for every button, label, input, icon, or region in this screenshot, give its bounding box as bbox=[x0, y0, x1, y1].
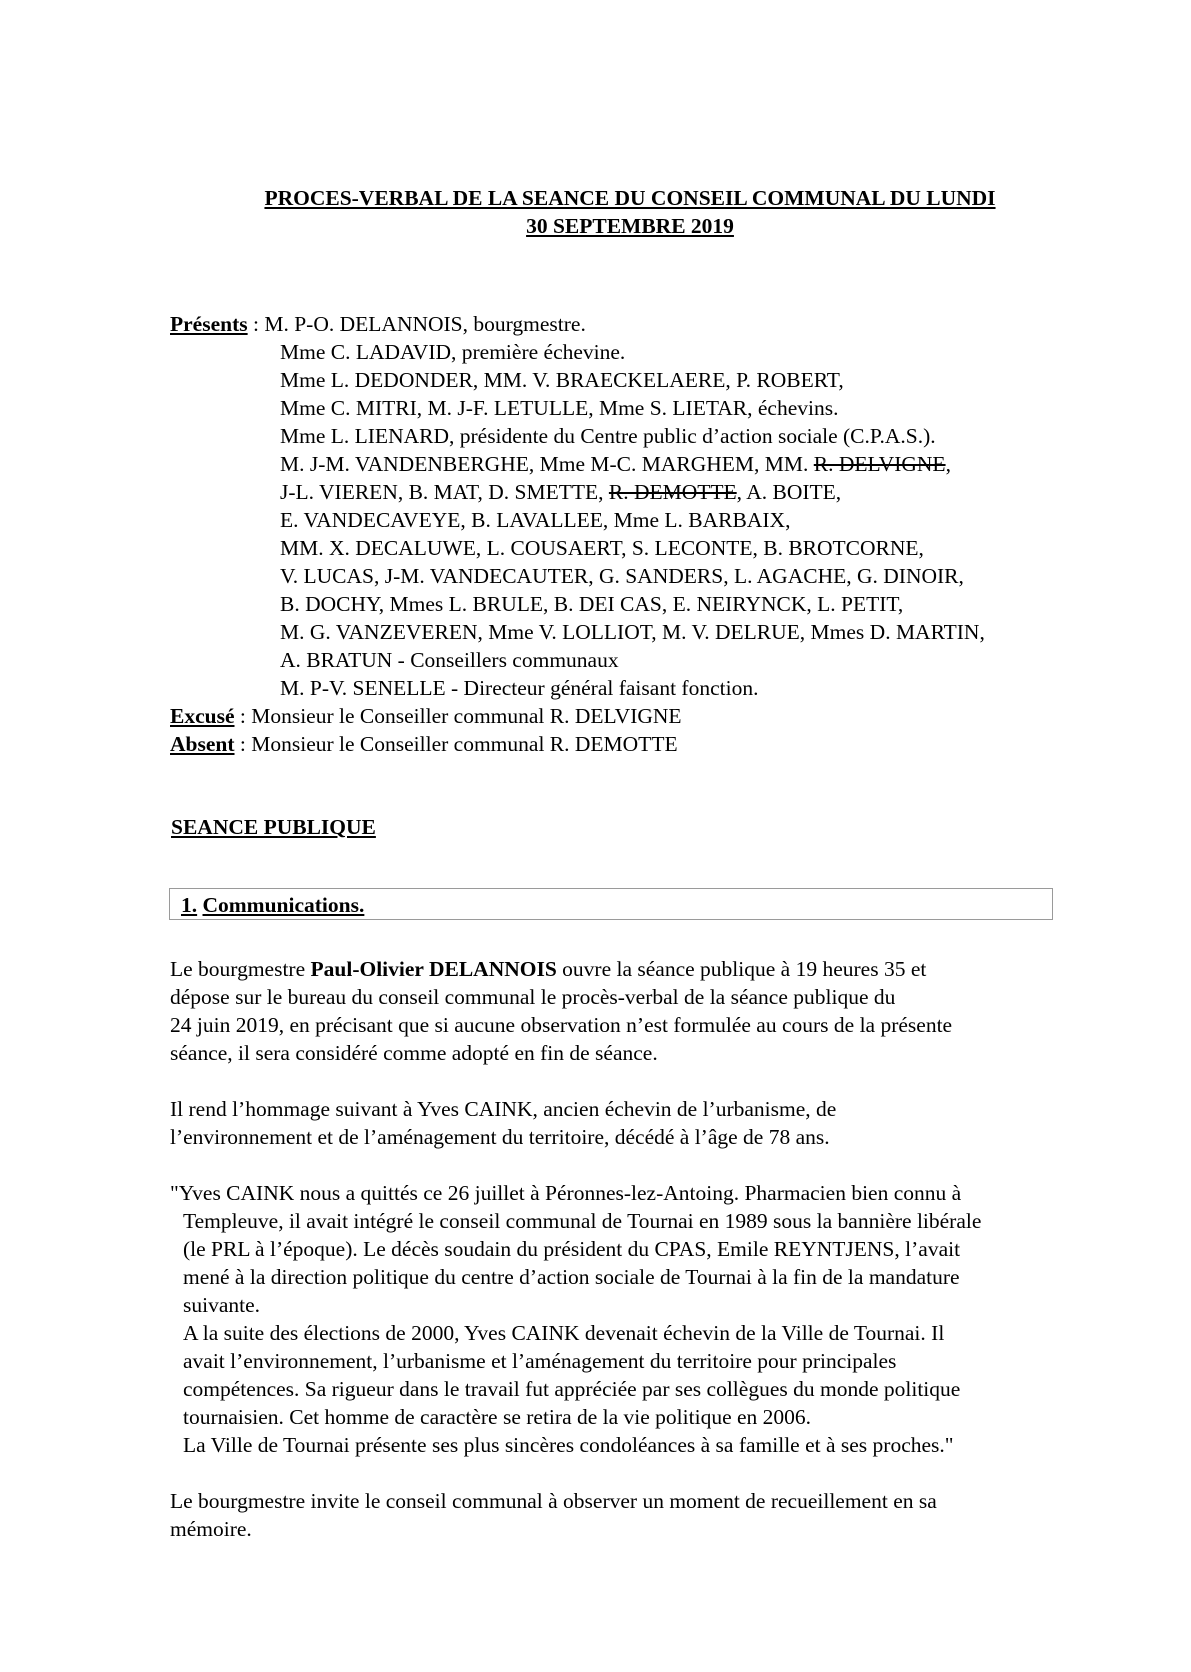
paragraph-line: Le bourgmestre invite le conseil communal à observer un moment de recueillement en sa bbox=[170, 1489, 937, 1513]
excuse-row bbox=[170, 704, 682, 729]
quote-line: Templeuve, il avait intégré le conseil communal de Tournai en 1989 sous la bannière libérale bbox=[183, 1209, 982, 1233]
item-number: 1. bbox=[181, 893, 198, 917]
presents-line: Mme C. LADAVID, première échevine. bbox=[280, 340, 626, 364]
presents-line: MM. X. DECALUWE, L. COUSAERT, S. LECONTE, B. BROTCORNE, bbox=[280, 536, 924, 560]
presents-line: M. P-V. SENELLE - Directeur général faisant fonction. bbox=[280, 676, 759, 700]
presents-line-part: , A. BOITE, bbox=[736, 480, 842, 504]
presents-line: M. P-O. DELANNOIS, bourgmestre. bbox=[264, 312, 586, 336]
presents-line: E. VANDECAVEYE, B. LAVALLEE, Mme L. BARBAIX, bbox=[280, 508, 791, 532]
presents-separator: : bbox=[247, 312, 265, 336]
paragraph-text: Le bourgmestre bbox=[170, 957, 311, 981]
struck-name: R. DEMOTTE bbox=[608, 480, 737, 504]
paragraph-line: dépose sur le bureau du conseil communal le procès-verbal de la séance publique du bbox=[170, 985, 896, 1009]
presents-line: B. DOCHY, Mmes L. BRULE, B. DEI CAS, E. NEIRYNCK, L. PETIT, bbox=[280, 592, 904, 616]
section-title: SEANCE PUBLIQUE bbox=[171, 815, 376, 839]
paragraph-line bbox=[170, 957, 926, 982]
absent-label: Absent bbox=[170, 732, 235, 756]
paragraph-line: l’environnement et de l’aménagement du territoire, décédé à l’âge de 78 ans. bbox=[170, 1125, 830, 1149]
presents-label: Présents bbox=[170, 312, 248, 336]
quote-line: tournaisien. Cet homme de caractère se retira de la vie politique en 2006. bbox=[183, 1405, 812, 1429]
excuse-label: Excusé bbox=[170, 704, 235, 728]
paragraph-line: mémoire. bbox=[170, 1517, 252, 1541]
paragraph-line: séance, il sera considéré comme adopté en fin de séance. bbox=[170, 1041, 658, 1065]
presents-row bbox=[170, 312, 586, 337]
quote-line: (le PRL à l’époque). Le décès soudain du président du CPAS, Emile REYNTJENS, l’avait bbox=[183, 1237, 961, 1261]
presents-line: Mme L. DEDONDER, MM. V. BRAECKELAERE, P. ROBERT, bbox=[280, 368, 844, 392]
presents-line-part: J-L. VIEREN, B. MAT, D. SMETTE, bbox=[280, 480, 609, 504]
presents-line: A. BRATUN - Conseillers communaux bbox=[280, 648, 619, 672]
paragraph-text: ouvre la séance publique à 19 heures 35 et bbox=[556, 957, 927, 981]
struck-name: R. DELVIGNE bbox=[813, 452, 946, 476]
item-heading bbox=[181, 893, 364, 918]
absent-row bbox=[170, 732, 678, 757]
presents-line bbox=[280, 452, 951, 477]
page-title-line2: 30 SEPTEMBRE 2019 bbox=[526, 214, 734, 238]
quote-line: compétences. Sa rigueur dans le travail fut appréciée par ses collègues du monde politique bbox=[183, 1377, 961, 1401]
presents-line: Mme L. LIENARD, présidente du Centre public d’action sociale (C.P.A.S.). bbox=[280, 424, 936, 448]
paragraph-line: Il rend l’hommage suivant à Yves CAINK, ancien échevin de l’urbanisme, de bbox=[170, 1097, 837, 1121]
presents-line: M. G. VANZEVEREN, Mme V. LOLLIOT, M. V. DELRUE, Mmes D. MARTIN, bbox=[280, 620, 985, 644]
mayor-name: Paul-Olivier DELANNOIS bbox=[310, 957, 557, 981]
quote-line: A la suite des élections de 2000, Yves CAINK devenait échevin de la Ville de Tournai. Il bbox=[183, 1321, 945, 1345]
presents-line-part: , bbox=[945, 452, 951, 476]
quote-line: "Yves CAINK nous a quittés ce 26 juillet à Péronnes-lez-Antoing. Pharmacien bien connu à bbox=[170, 1181, 962, 1205]
page-title-line1: PROCES-VERBAL DE LA SEANCE DU CONSEIL COMMUNAL DU LUNDI bbox=[264, 186, 996, 210]
quote-line: mené à la direction politique du centre d’action sociale de Tournai à la fin de la mandature bbox=[183, 1265, 960, 1289]
presents-line: Mme C. MITRI, M. J-F. LETULLE, Mme S. LIETAR, échevins. bbox=[280, 396, 839, 420]
item-title: Communications. bbox=[202, 893, 365, 917]
paragraph-line: 24 juin 2019, en précisant que si aucune observation n’est formulée au cours de la présente bbox=[170, 1013, 953, 1037]
quote-line: suivante. bbox=[183, 1293, 261, 1317]
excuse-text: : Monsieur le Conseiller communal R. DELVIGNE bbox=[234, 704, 682, 728]
absent-text: : Monsieur le Conseiller communal R. DEMOTTE bbox=[234, 732, 678, 756]
quote-line: avait l’environnement, l’urbanisme et l’aménagement du territoire pour principales bbox=[183, 1349, 897, 1373]
presents-line bbox=[280, 480, 841, 505]
presents-line: V. LUCAS, J-M. VANDECAUTER, G. SANDERS, L. AGACHE, G. DINOIR, bbox=[280, 564, 964, 588]
presents-line-part: M. J-M. VANDENBERGHE, Mme M-C. MARGHEM, MM. bbox=[280, 452, 814, 476]
quote-line: La Ville de Tournai présente ses plus sincères condoléances à sa famille et à ses proches." bbox=[183, 1433, 954, 1457]
